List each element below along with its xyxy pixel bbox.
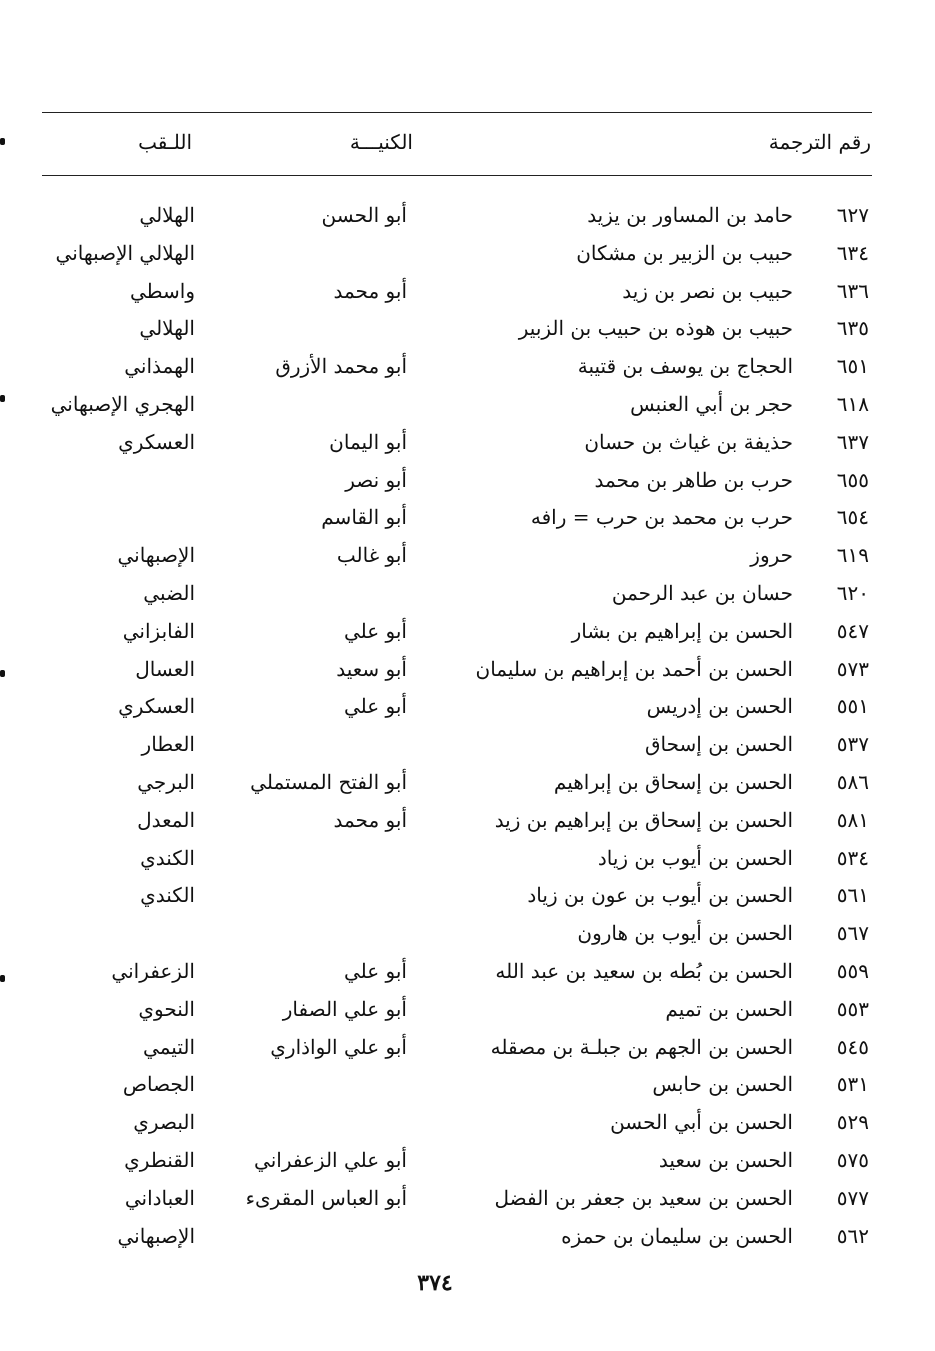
table-row: [0, 427, 935, 465]
entry-laqab: القنطري: [124, 1147, 195, 1172]
entry-number: ٦١٩: [836, 543, 869, 568]
entry-name: حبيب بن الزبير بن مشكان: [576, 240, 793, 265]
table-row: [0, 465, 935, 503]
entry-number: ٦٥١: [836, 354, 869, 379]
entry-number: ٥٥٩: [836, 958, 869, 983]
entry-laqab: النحوي: [138, 996, 195, 1021]
entry-number: ٥٤٧: [836, 618, 869, 643]
entry-kunya: أبو غالب: [336, 543, 407, 568]
entry-number: ٥٣١: [836, 1072, 869, 1097]
table-row: [0, 1069, 935, 1107]
entry-laqab: البرجي: [137, 769, 195, 794]
entry-name: الحسن بن أحمد بن إبراهيم بن سليمان: [475, 656, 793, 681]
entry-number: ٦٣٦: [836, 278, 869, 303]
table-row: [0, 389, 935, 427]
entry-number: ٥٧٥: [836, 1147, 869, 1172]
entry-name: الحسن بن سعيد: [658, 1147, 793, 1172]
entry-kunya: أبو العباس المقرىء: [245, 1185, 407, 1210]
header-top-rule: [42, 112, 872, 113]
entry-number: ٦٣٥: [836, 316, 869, 341]
entry-kunya: أبو علي: [343, 694, 407, 719]
scan-edge-mark: [0, 670, 5, 677]
entry-name: الحسن بن حابس: [652, 1072, 793, 1097]
entry-kunya: أبو نصر: [345, 467, 407, 492]
table-row: [0, 1183, 935, 1221]
entry-kunya: أبو سعيد: [336, 656, 407, 681]
entry-name: حرب بن محمد بن حرب = رافه: [530, 505, 793, 530]
table-row: [0, 843, 935, 881]
entry-name: الحسن بن إسحاق بن إبراهيم: [553, 769, 793, 794]
entry-kunya: أبو الحسن: [321, 203, 407, 227]
table-row: [0, 654, 935, 692]
entry-kunya: أبو علي الواذاري: [270, 1034, 407, 1059]
table-row: [0, 502, 935, 540]
table-row: [0, 1032, 935, 1070]
scan-edge-mark: [0, 975, 5, 982]
entry-name: حروز: [750, 543, 793, 568]
entry-laqab: الإصبهاني: [117, 1223, 195, 1248]
entry-name: الحجاج بن يوسف بن قتيبة: [577, 354, 793, 379]
entry-number: ٥٥١: [836, 694, 869, 719]
entry-name: الحسن بن أيوب بن زياد: [597, 845, 793, 870]
table-row: [0, 578, 935, 616]
entry-name: الحسن بن أبي الحسن: [610, 1110, 793, 1135]
table-row: [0, 540, 935, 578]
table-row: [0, 918, 935, 956]
entry-kunya: أبو علي الصفار: [282, 996, 407, 1021]
entry-name: الحسن بن إبراهيم بن بشار: [571, 618, 793, 643]
entry-laqab: الهلالي: [139, 316, 195, 341]
entry-laqab: المعدل: [137, 807, 195, 832]
entry-number: ٥٣٤: [836, 845, 869, 870]
column-header-number: رقم الترجمة: [768, 130, 871, 154]
entry-laqab: الكندي: [140, 845, 195, 870]
entry-number: ٦٥٤: [836, 505, 869, 530]
entry-laqab: البصري: [133, 1110, 195, 1135]
header-bottom-rule: [42, 175, 872, 176]
entry-name: الحسن بن إسحاق: [645, 732, 793, 757]
entry-laqab: العباداني: [124, 1185, 195, 1210]
entry-number: ٥٦٧: [836, 921, 869, 946]
entry-number: ٦١٨: [836, 391, 869, 416]
column-header-kunya: الكنيـــة: [349, 130, 413, 154]
entry-name: حذيفة بن غياث بن حسان: [584, 429, 793, 454]
entry-name: الحسن بن أيوب بن عون بن زياد: [527, 883, 793, 908]
entry-name: حجر بن أبي العنبس: [630, 391, 793, 416]
entry-name: حامد بن المساور بن يزيد: [587, 203, 793, 227]
entry-kunya: أبو علي: [343, 958, 407, 983]
entry-name: حبيب بن هوذه بن حبيب بن الزبير: [518, 316, 793, 341]
table-row: [0, 238, 935, 276]
entry-number: ٦٥٥: [836, 467, 869, 492]
table-row: [0, 351, 935, 389]
entry-laqab: الفابزاني: [122, 618, 195, 643]
table-row: [0, 1107, 935, 1145]
table-row: [0, 729, 935, 767]
entry-number: ٥٦٢: [836, 1223, 869, 1248]
entry-laqab: الكندي: [140, 883, 195, 908]
entry-number: ٥٧٧: [836, 1185, 869, 1210]
entry-laqab: الضبي: [143, 580, 195, 605]
table-row: [0, 200, 935, 238]
entry-laqab: العسكري: [118, 429, 195, 454]
entry-number: ٥٣٧: [836, 732, 869, 757]
entry-laqab: الزعفراني: [111, 958, 195, 983]
entry-laqab: الجصاص: [122, 1072, 195, 1097]
entry-number: ٥٢٩: [836, 1110, 869, 1135]
entry-kunya: أبو محمد: [333, 807, 407, 832]
column-header-laqab: اللـقب: [138, 130, 192, 154]
entry-number: ٥٦١: [836, 883, 869, 908]
table-row: [0, 313, 935, 351]
entry-kunya: أبو علي: [343, 618, 407, 643]
entry-laqab: التيمي: [143, 1034, 195, 1059]
table-row: [0, 1221, 935, 1259]
scan-edge-mark: [0, 138, 5, 145]
entry-number: ٦٢٧: [836, 203, 869, 227]
scan-edge-mark: [0, 395, 5, 402]
entry-kunya: أبو الفتح المستملي: [250, 769, 407, 794]
biography-index-table: [0, 200, 935, 1258]
table-row: [0, 691, 935, 729]
entry-name: حبيب بن نصر بن زيد: [622, 278, 793, 303]
entry-number: ٦٣٤: [836, 240, 869, 265]
table-row: [0, 767, 935, 805]
entry-number: ٥٨٦: [836, 769, 869, 794]
entry-kunya: أبو اليمان: [329, 429, 407, 454]
entry-laqab: الهجري الإصبهاني: [50, 391, 195, 416]
entry-laqab: الإصبهاني: [117, 543, 195, 568]
entry-name: الحسن بن إدريس: [646, 694, 793, 719]
entry-name: الحسن بن بُطه بن سعيد بن عبد الله: [495, 958, 793, 983]
entry-name: الحسن بن سليمان بن حمزه: [561, 1223, 793, 1248]
table-row: [0, 994, 935, 1032]
entry-kunya: أبو علي الزعفراني: [254, 1147, 407, 1172]
entry-laqab: الهمذاني: [124, 354, 195, 379]
entry-name: الحسن بن تميم: [665, 996, 793, 1021]
entry-name: الحسن بن الجهم بن جبلـة بن مصقله: [490, 1034, 793, 1059]
entry-laqab: العطار: [141, 732, 195, 757]
entry-name: حسان بن عبد الرحمن: [611, 580, 793, 605]
entry-number: ٥٥٣: [836, 996, 869, 1021]
entry-laqab: الهلالي: [139, 203, 195, 227]
entry-number: ٥٧٣: [836, 656, 869, 681]
entry-name: الحسن بن إسحاق بن إبراهيم بن زيد: [494, 807, 793, 832]
entry-name: الحسن بن أيوب بن هارون: [577, 921, 793, 946]
table-row: [0, 805, 935, 843]
entry-number: ٦٣٧: [836, 429, 869, 454]
page-number: ٣٧٤: [417, 1270, 453, 1296]
entry-name: الحسن بن سعيد بن جعفر بن الفضل: [494, 1185, 793, 1210]
entry-number: ٥٤٥: [836, 1034, 869, 1059]
entry-laqab: العسكري: [118, 694, 195, 719]
entry-kunya: أبو القاسم: [321, 505, 407, 530]
table-row: [0, 880, 935, 918]
entry-number: ٦٢٠: [836, 580, 869, 605]
entry-number: ٥٨١: [836, 807, 869, 832]
entry-laqab: الهلالي الإصبهاني: [55, 240, 195, 265]
table-row: [0, 616, 935, 654]
entry-kunya: أبو محمد الأزرق: [275, 354, 407, 379]
entry-laqab: واسطي: [129, 278, 195, 303]
entry-name: حرب بن طاهر بن محمد: [594, 467, 793, 492]
table-row: [0, 1145, 935, 1183]
table-row: [0, 956, 935, 994]
entry-laqab: العسال: [135, 656, 195, 681]
entry-kunya: أبو محمد: [333, 278, 407, 303]
table-row: [0, 276, 935, 314]
